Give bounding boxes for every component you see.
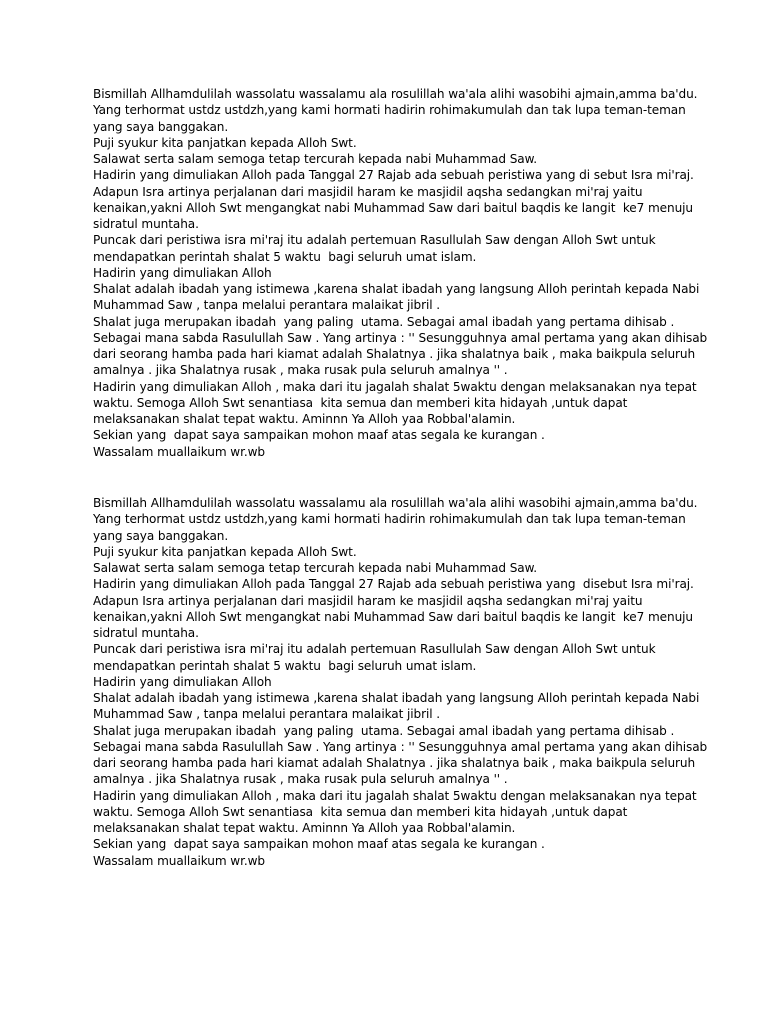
text-line: sidratul muntaha.: [93, 217, 199, 231]
text-line: Yang terhormat ustdz ustdzh,yang kami hormati hadirin rohimakumulah dan tak lupa teman-teman: [93, 512, 686, 527]
text-line: Bismillah Allhamdulilah wassolatu wassalamu ala rosulillah wa'ala alihi wasobihi ajmain,amma ba'du.: [93, 496, 698, 510]
text-line: dari seorang hamba pada hari kiamat adalah Shalatnya . jika shalatnya baik , maka baikpula seluruh: [93, 756, 696, 770]
text-line: Puji syukur kita panjatkan kepada Alloh Swt.: [93, 544, 357, 559]
text-line: mendapatkan perintah shalat 5 waktu bagi seluruh umat islam.: [93, 249, 477, 264]
speech-text-block-2: [93, 495, 708, 869]
text-line: Shalat juga merupakan ibadah yang paling utama. Sebagai amal ibadah yang pertama dihisab .: [93, 314, 675, 329]
text-line: Bismillah Allhamdulilah wassolatu wassalamu ala rosulillah wa'ala alihi wasobihi ajmain,amma ba'du.: [93, 87, 698, 101]
text-line: Hadirin yang dimuliakan Alloh: [93, 265, 272, 280]
text-line: melaksanakan shalat tepat waktu. Aminnn Ya Alloh yaa Robbal'alamin.: [93, 821, 516, 835]
text-line: Hadirin yang dimuliakan Alloh pada Tanggal 27 Rajab ada sebuah peristiwa yang disebut Isra mi'raj.: [93, 577, 694, 592]
text-line: Muhammad Saw , tanpa melalui perantara malaikat jibril .: [93, 298, 440, 313]
text-line: Wassalam muallaikum wr.wb: [93, 444, 265, 459]
text-line: sidratul muntaha.: [93, 626, 199, 640]
text-line: amalnya . jika Shalatnya rusak , maka rusak pula seluruh amalnya '' .: [93, 363, 508, 378]
text-line: Wassalam muallaikum wr.wb: [93, 853, 265, 868]
text-line: Muhammad Saw , tanpa melalui perantara malaikat jibril .: [93, 707, 440, 722]
text-line: yang saya banggakan.: [93, 119, 229, 134]
text-line: Hadirin yang dimuliakan Alloh , maka dari itu jagalah shalat 5waktu dengan melaksanakan nya tepat: [93, 379, 697, 394]
text-line: waktu. Semoga Alloh Swt senantiasa kita semua dan memberi kita hidayah ,untuk dapat: [93, 804, 628, 819]
text-line: Hadirin yang dimuliakan Alloh , maka dari itu jagalah shalat 5waktu dengan melaksanakan nya tepat: [93, 788, 697, 803]
text-line: Adapun Isra artinya perjalanan dari masjidil haram ke masjidil aqsha sedangkan mi'raj yaitu: [93, 184, 643, 199]
text-line: Shalat adalah ibadah yang istimewa ,karena shalat ibadah yang langsung Alloh perintah kepada Nabi: [93, 691, 700, 705]
text-line: Shalat adalah ibadah yang istimewa ,karena shalat ibadah yang langsung Alloh perintah kepada Nabi: [93, 282, 700, 296]
speech-text-block-1: [93, 86, 708, 460]
text-line: Adapun Isra artinya perjalanan dari masjidil haram ke masjidil aqsha sedangkan mi'raj yaitu: [93, 593, 643, 608]
text-line: Salawat serta salam semoga tetap tercurah kepada nabi Muhammad Saw.: [93, 561, 538, 575]
text-line: Sekian yang dapat saya sampaikan mohon maaf atas segala ke kurangan .: [93, 428, 545, 443]
text-line: Sekian yang dapat saya sampaikan mohon maaf atas segala ke kurangan .: [93, 837, 545, 852]
text-line: Hadirin yang dimuliakan Alloh: [93, 674, 272, 689]
text-line: Sebagai mana sabda Rasulullah Saw . Yang artinya : '' Sesungguhnya amal pertama yang akan dihisab: [93, 330, 708, 345]
text-line: Shalat juga merupakan ibadah yang paling utama. Sebagai amal ibadah yang pertama dihisab .: [93, 723, 675, 738]
text-line: Yang terhormat ustdz ustdzh,yang kami hormati hadirin rohimakumulah dan tak lupa teman-teman: [93, 103, 686, 118]
text-line: Sebagai mana sabda Rasulullah Saw . Yang artinya : '' Sesungguhnya amal pertama yang akan dihisab: [93, 739, 708, 754]
text-line: melaksanakan shalat tepat waktu. Aminnn Ya Alloh yaa Robbal'alamin.: [93, 412, 516, 426]
text-line: Hadirin yang dimuliakan Alloh pada Tanggal 27 Rajab ada sebuah peristiwa yang di sebut Isra mi'raj.: [93, 168, 694, 183]
text-line: amalnya . jika Shalatnya rusak , maka rusak pula seluruh amalnya '' .: [93, 772, 508, 787]
text-line: waktu. Semoga Alloh Swt senantiasa kita semua dan memberi kita hidayah ,untuk dapat: [93, 395, 628, 410]
text-line: mendapatkan perintah shalat 5 waktu bagi seluruh umat islam.: [93, 658, 477, 673]
text-line: yang saya banggakan.: [93, 528, 229, 543]
text-line: dari seorang hamba pada hari kiamat adalah Shalatnya . jika shalatnya baik , maka baikpula seluruh: [93, 347, 696, 361]
text-line: Puncak dari peristiwa isra mi'raj itu adalah pertemuan Rasullulah Saw dengan Alloh Swt untuk: [93, 642, 656, 657]
text-line: Salawat serta salam semoga tetap tercurah kepada nabi Muhammad Saw.: [93, 152, 538, 166]
text-line: Puji syukur kita panjatkan kepada Alloh Swt.: [93, 135, 357, 150]
text-line: kenaikan,yakni Alloh Swt mengangkat nabi Muhammad Saw dari baitul baqdis ke langit ke7 menuju: [93, 200, 693, 215]
text-line: kenaikan,yakni Alloh Swt mengangkat nabi Muhammad Saw dari baitul baqdis ke langit ke7 menuju: [93, 609, 693, 624]
text-line: Puncak dari peristiwa isra mi'raj itu adalah pertemuan Rasullulah Saw dengan Alloh Swt untuk: [93, 233, 656, 248]
